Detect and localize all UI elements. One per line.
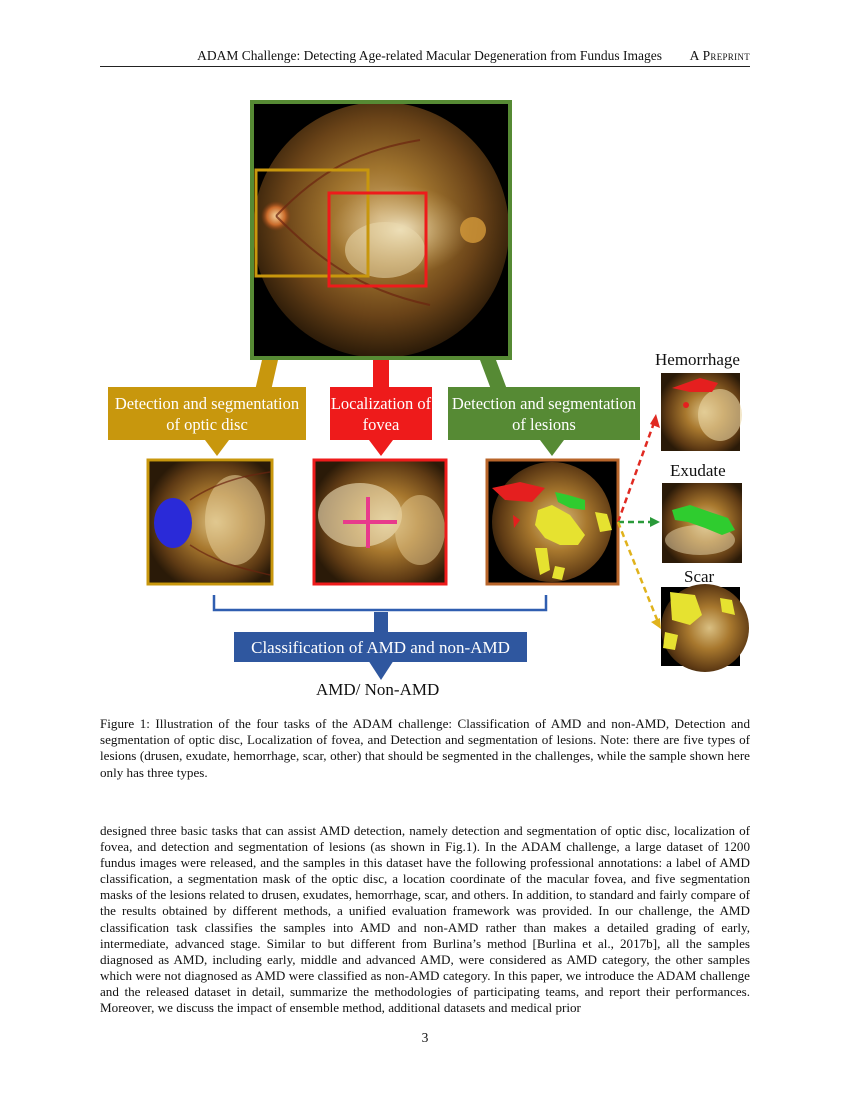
fovea-task-label: Localization of fovea xyxy=(330,387,432,440)
main-fundus-image xyxy=(252,102,510,358)
fovea-arrow-out xyxy=(369,440,393,456)
page-number: 3 xyxy=(421,1030,429,1045)
classification-task-label: Classification of AMD and non-AMD xyxy=(234,632,527,662)
fovea-image xyxy=(314,460,446,584)
hemorrhage-title: Hemorrhage xyxy=(655,350,740,369)
classification-bracket xyxy=(214,595,546,610)
lesion-arrows xyxy=(618,414,661,629)
classification-outcome: AMD/ Non-AMD xyxy=(316,680,440,699)
body-paragraph: designed three basic tasks that can assist AMD detection, namely detection and segmentation of optic disc, localization of fovea, and detection and segmentation of lesions (as shown in Fig.1). In the ADAM challenge, a large dataset of 1200 fundus images were released, and the samples in this dataset have the following professional annotations: a label of AMD classification, a segmentation mask of the optic disc, a location coordinate of the macular fovea, and five segmentation masks of the lesions related to drusen, exudates, hemorrhage, scar, and others. In addition, to standard and fairly compare of the results obtained by different methods, a unified evaluation framework was provided. In our challenge, the AMD classification task classifies the samples into AMD and non-AMD rather than makes a detailed grading of early, intermediate, advanced stage. Similar to but different from Burlina’s method [Burlina et al., 2017b], all the samples diagnosed as AMD, including early, middle and advanced AMD, were considered as AMD category, the other samples which were not diagnosed as AMD were classified as non-AMD category. In this paper, we introduce the ADAM challenge and the released dataset in detail, summarize the methodologies of participating teams, and report their performances. Moreover, we discuss the impact of ensemble method, additional datasets and medical prior xyxy=(100,823,750,1016)
optic-disc-mask xyxy=(154,498,192,548)
scar-crop xyxy=(661,584,749,672)
optic-disc-arrow-out xyxy=(205,440,229,456)
lesions-arrow-out xyxy=(540,440,564,456)
running-header-title: ADAM Challenge: Detecting Age-related Macular Degeneration from Fundus Images xyxy=(197,48,662,63)
lesions-task-label: Detection and segmentation of lesions xyxy=(448,387,640,440)
figure-caption: Figure 1: Illustration of the four tasks of the ADAM challenge: Classification of AMD and non-AMD, Detection and segmentation of optic disc, Localization of fovea, and Detection and segmentation of lesions. Note: there are five types of lesions (drusen, exudate, hemorrhage, scar, other) that should be segmented in the challenges, while the sample shown here only has three types. xyxy=(100,716,750,780)
classification-arrow-out xyxy=(368,660,394,680)
scar-title: Scar xyxy=(684,567,715,586)
exudate-crop xyxy=(662,483,742,563)
lesions-image xyxy=(487,460,618,584)
hemorrhage-crop xyxy=(661,373,742,451)
scar-arrow xyxy=(618,522,658,622)
optic-disc-image xyxy=(148,460,272,584)
optic-disc-task-label: Detection and segmentation of optic disc xyxy=(108,387,306,440)
running-header-preprint: A Preprint xyxy=(689,48,750,63)
classification-arrow-in xyxy=(374,612,388,632)
fovea-arrow-in xyxy=(373,360,389,388)
exudate-title: Exudate xyxy=(670,461,726,480)
